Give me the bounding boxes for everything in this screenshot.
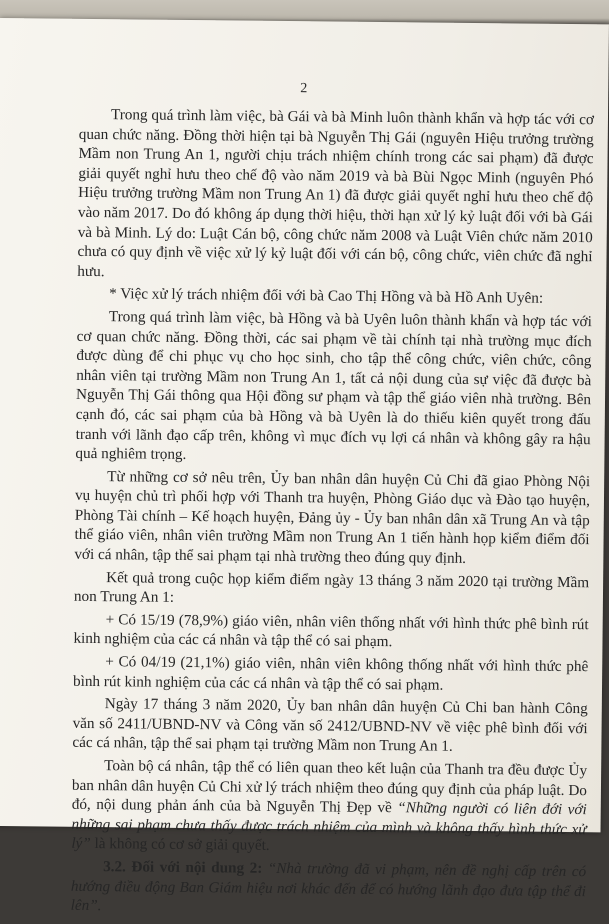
document-body [71, 105, 594, 924]
paragraph-4: Từ những cơ sở nêu trên, Ủy ban nhân dân huyện Củ Chi đã giao Phòng Nội vụ huyện chủ trì phối hợp với Thanh tra huyện, Phòng Giáo dục và Đào tạo huyện, Phòng Tài chính – Kế hoạch huyện, Đảng ủy - Ủy ban nhân dân xã Trung An và tập thể giáo viên, nhân viên trường Mầm non Trung An 1 tiến hành họp kiểm điểm đối với cá nhân, tập thể sai phạm tại nhà trường theo đúng quy định. [74, 467, 591, 567]
paragraph-9-text-b: là không có cơ sở giải quyết. [90, 835, 270, 855]
paragraph-9-quote: “Những người có liên đới với những sai phạm chưa thấy được trách nhiệm của mình và không thấy hình thức xử lý” [71, 799, 587, 853]
paragraph-8: Ngày 17 tháng 3 năm 2020, Ủy ban nhân dân huyện Củ Chi ban hành Công văn số 2411/UBND-NV và Công văn số 2412/UBND-NV về việc phê bình đối với các cá nhân, tập thể sai phạm tại trường Mầm non Trung An 1. [72, 695, 588, 756]
section-3-2-label: 3.2. Đối với nội dung 2: [103, 858, 263, 877]
paragraph-3: Trong quá trình làm việc, bà Hồng và bà Uyên luôn thành khẩn và hợp tác với cơ quan chức năng. Đồng thời, các sai phạm về tài chính tại nhà trường mục đích được dùng để chi phục vụ cho học sinh, cho tập thể công chức, viên chức, công nhân viên tại trường Mầm non Trung An 1, tất cả nội dung của sự việc đã được bà Nguyễn Thị Gái thông qua Hội đồng sư phạm và tập thể giáo viên nhà trường. Bên cạnh đó, các sai phạm của bà Hồng và bà Uyên là do thiếu kiên quyết trong đấu tranh với lãnh đạo cấp trên, không vì mục đích vụ lợi cá nhân và không gây ra hậu quả nghiêm trọng. [75, 308, 592, 464]
document-page [0, 18, 609, 915]
paragraph-9 [71, 756, 587, 859]
section-3-2-quote: “Nhà trường đã vi phạm, nên đề nghị cấp trên có hướng điều động Ban Giám hiệu nơi khác đến để có hướng lãnh đạo đưa tập thể đi lên”. [70, 859, 587, 915]
paragraph-6: + Có 15/19 (78,9%) giáo viên, nhân viên thống nhất với hình thức phê bình rút kinh nghiệm của các cá nhân và tập thể có sai phạm. [73, 610, 589, 651]
paragraph-2: * Việc xử lý trách nhiệm đối với bà Cao Thị Hồng và bà Hồ Anh Uyên: [109, 285, 544, 308]
paragraph-7: + Có 04/19 (21,1%) giáo viên, nhân viên không thống nhất với hình thức phê bình rút kinh nghiệm của các cá nhân và tập thể có sai phạm. [72, 653, 589, 694]
paragraph-9-text-a: Toàn bộ cá nhân, tập thể có liên quan theo kết luận của Thanh tra đều được Ủy ban nhân dân huyện Củ Chi xử lý trách nhiệm theo đúng quy định của pháp luật. Do đó, nội dung phản ánh của bà Nguyễn Thị Đẹp về [71, 757, 588, 817]
section-3-2 [71, 857, 587, 921]
paragraph-5: Kết quả trong cuộc họp kiểm điểm ngày 13 tháng 3 năm 2020 tại trường Mầm non Trung An 1: [73, 568, 590, 607]
page-number: 2 [300, 81, 308, 97]
paragraph-1: Trong quá trình làm việc, bà Gái và bà Minh luôn thành khẩn và hợp tác với cơ quan chức năng. Đồng thời hiện tại bà Nguyễn Thị Gái (nguyên Hiệu trưởng trường Mầm non Trung An 1, người chịu trách nhiệm chính trong các sai phạm) đã được giải quyết nghỉ hưu theo chế độ vào năm 2019 và bà Bùi Ngọc Minh (nguyên Phó Hiệu trưởng trường Mầm non Trung An 1) đã được giải quyết nghỉ hưu theo chế độ vào năm 2017. Do đó không áp dụng thời hiệu, thời hạn xử lý kỷ luật đối với bà Gái và bà Minh. Lý do: Luật Cán bộ, công chức năm 2008 và Luật Viên chức năm 2010 chưa có quy định về việc xử lý kỷ luật đối với cán bộ, công chức, viên chức đã nghỉ hưu. [77, 106, 595, 280]
